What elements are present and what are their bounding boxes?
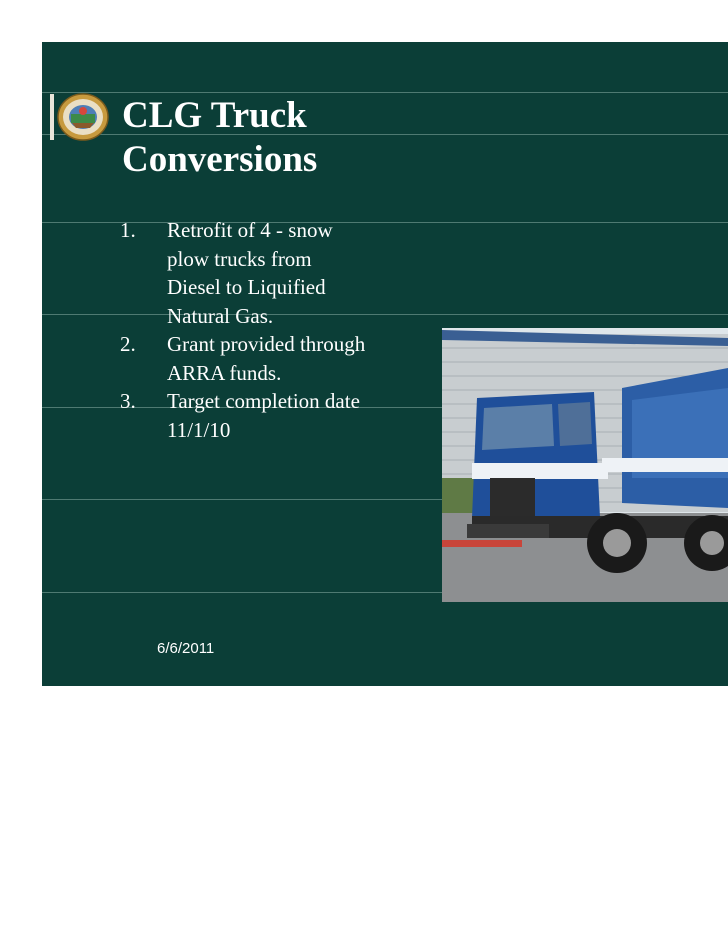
title-line: CLG Truck [122,95,307,136]
title-line: Conversions [122,139,318,180]
item-line: Natural Gas. [167,303,274,328]
list-item [120,216,420,330]
item-line: 11/1/10 [167,417,231,442]
list-item [120,330,420,387]
item-line: Grant provided through [167,332,366,356]
item-line: plow trucks from [167,246,312,271]
item-number: 3. [120,389,136,413]
county-seal-icon [50,92,110,142]
slide [42,42,728,686]
divider-line [42,92,728,93]
item-line: ARRA funds. [167,360,282,385]
bullet-list [120,216,420,444]
list-item [120,387,420,444]
item-line: Retrofit of 4 - snow [167,218,333,242]
item-number: 1. [120,218,136,242]
truck-photo-icon [442,328,728,602]
slide-title [122,94,317,182]
item-number: 2. [120,332,136,356]
item-line: Diesel to Liquified [167,275,326,299]
slide-date: 6/6/2011 [157,640,215,657]
item-line: Target completion date [167,389,360,413]
